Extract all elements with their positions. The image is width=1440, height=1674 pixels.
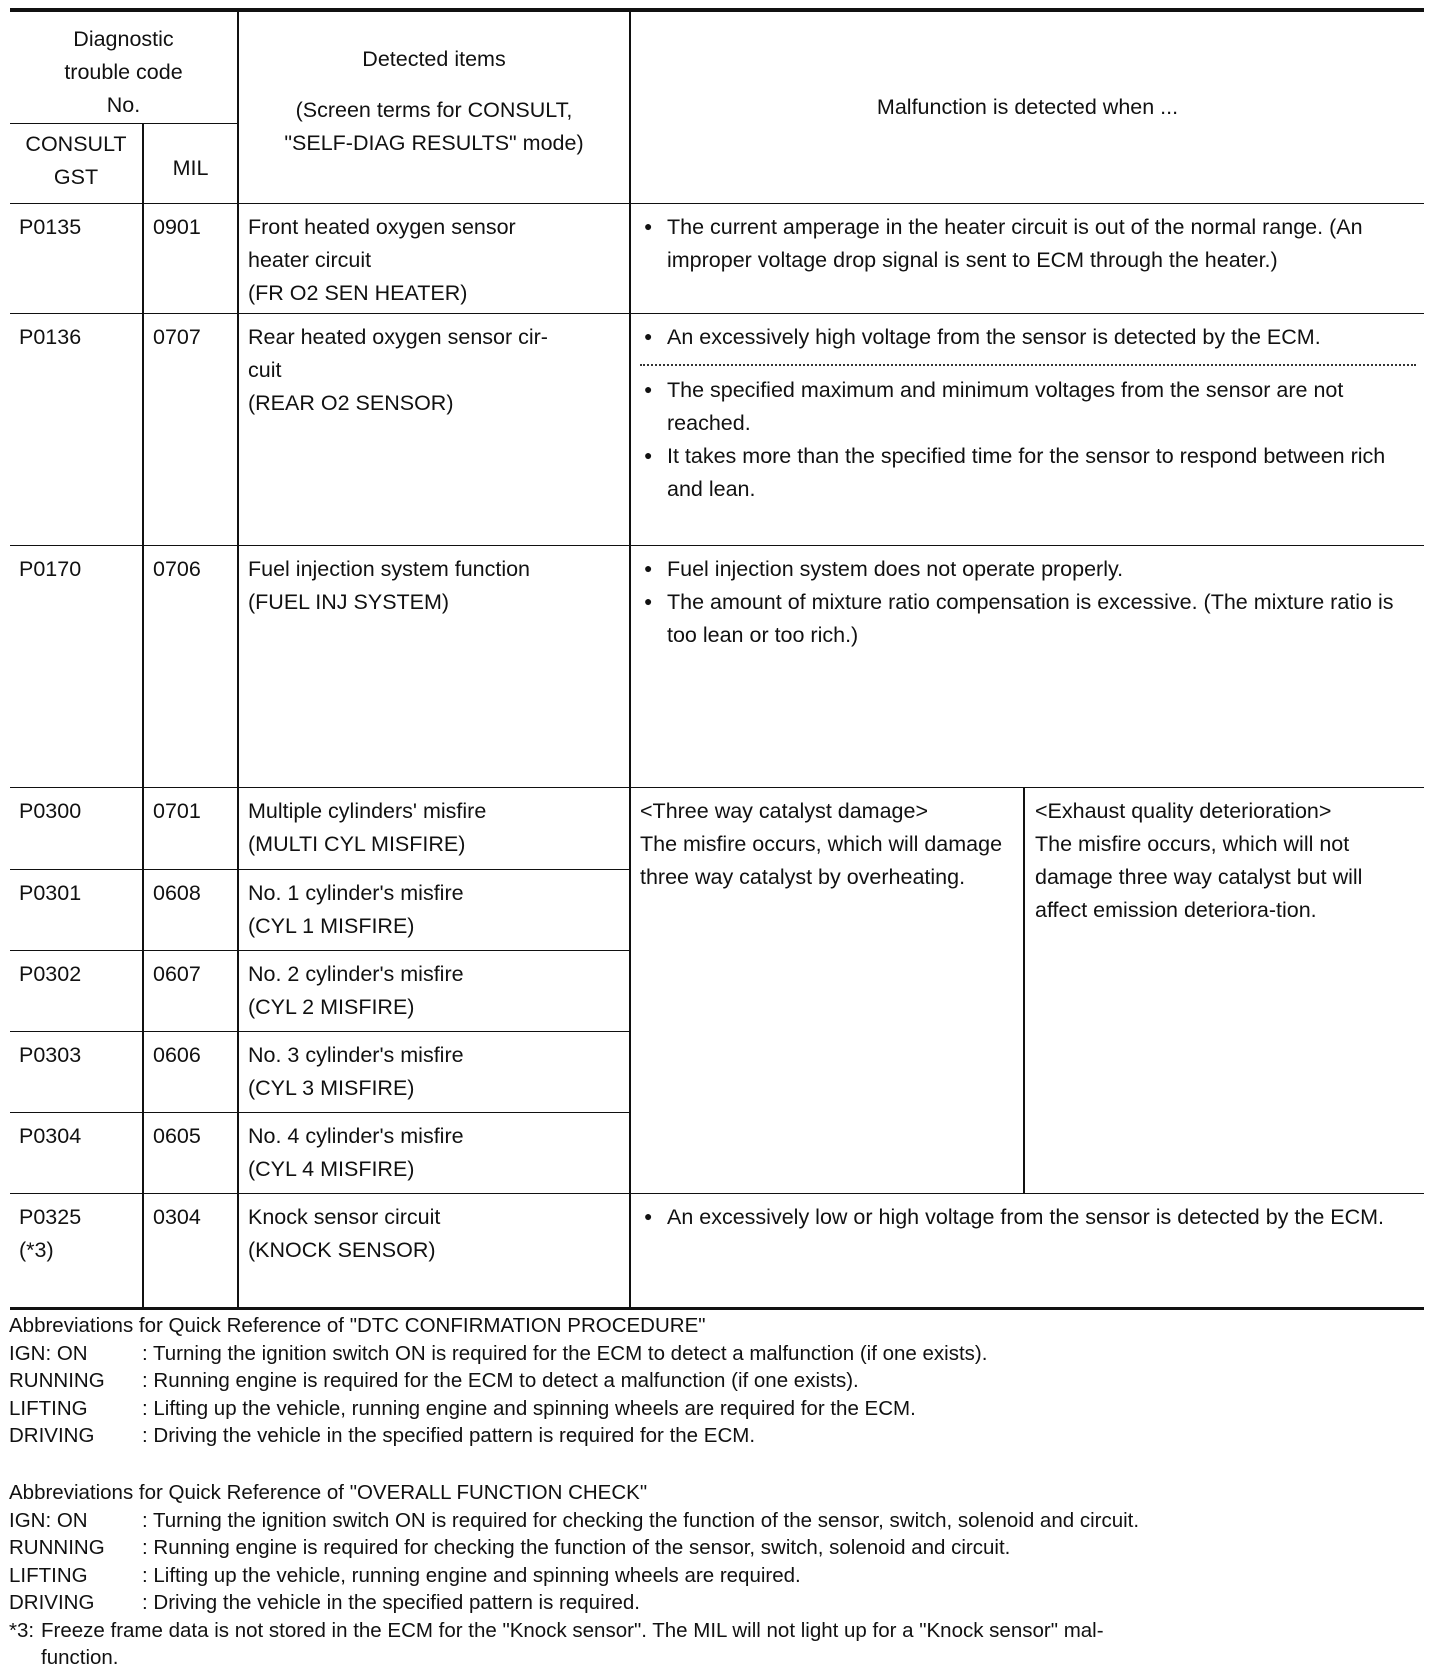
consult-code-value: P0325 (19, 1204, 82, 1229)
consult-code: P0135 (10, 203, 143, 313)
detected-item (238, 313, 630, 545)
consult-code: P0302 (10, 950, 143, 1031)
mil-code: 0608 (143, 869, 238, 950)
consult-code: P0303 (10, 1031, 143, 1112)
detected-item (238, 545, 630, 787)
detected-item (238, 203, 630, 313)
consult-code: P0300 (10, 787, 143, 869)
abbreviations-title: Abbreviations for Quick Reference of "OVERALL FUNCTION CHECK" (9, 1481, 648, 1504)
footnote-ref: (*3) (19, 1237, 54, 1262)
dtc-table (10, 8, 1424, 1310)
detected-item-line: No. 1 cylinder's misfire (248, 880, 464, 905)
exhaust-quality-text: The misfire occurs, which will not damage three way catalyst but will affect emission deteriora-tion. (1035, 831, 1363, 922)
mil-code: 0901 (143, 203, 238, 313)
malfunction-condition (630, 203, 1424, 313)
detected-item-line: Front heated oxygen sensor (248, 214, 516, 239)
catalyst-damage-text: The misfire occurs, which will damage three way catalyst by overheating. (640, 831, 1003, 889)
overall-check-abbreviations (9, 1479, 1429, 1672)
abbreviation-row (9, 1367, 1429, 1395)
mil-code: 0701 (143, 787, 238, 869)
abbreviation-key: DRIVING (9, 1424, 95, 1447)
detected-item-line: Fuel injection system function (248, 556, 531, 581)
detected-item-line: Knock sensor circuit (248, 1204, 441, 1229)
detected-item-line: No. 4 cylinder's misfire (248, 1123, 464, 1148)
dtc-abbreviations (9, 1312, 1429, 1450)
footnote-row (9, 1617, 1429, 1645)
detected-items-header (238, 10, 630, 203)
detected-item-line: No. 3 cylinder's misfire (248, 1042, 464, 1067)
footnote-marker: *3: (9, 1618, 35, 1642)
mil-code: 0607 (143, 950, 238, 1031)
detected-item-line: (FUEL INJ SYSTEM) (248, 589, 450, 614)
gst-label: GST (53, 164, 99, 189)
detected-item-line: (MULTI CYL MISFIRE) (248, 831, 466, 856)
detected-item-line: (CYL 4 MISFIRE) (248, 1156, 415, 1181)
condition-bullet: ● The amount of mixture ratio compensation is excessive. (The mixture ratio is too lean or too rich.) (640, 586, 1424, 652)
consult-code: P0304 (10, 1112, 143, 1193)
abbreviation-text: : Lifting up the vehicle, running engine and spinning wheels are required for the ECM. (142, 1396, 916, 1420)
footnote-text: function. (41, 1646, 119, 1669)
condition-bullet: ● The specified maximum and minimum voltages from the sensor are not reached. (640, 374, 1424, 440)
consult-code: P0136 (10, 313, 143, 545)
mil-code: 0304 (143, 1193, 238, 1308)
abbreviation-key: RUNNING (9, 1536, 105, 1559)
condition-bullet: ● An excessively low or high voltage from the sensor is detected by the ECM. (640, 1201, 1424, 1234)
detected-items-title: Detected items (362, 47, 506, 71)
consult-label: CONSULT (25, 131, 127, 156)
condition-bullet: ● An excessively high voltage from the sensor is detected by the ECM. (640, 321, 1424, 354)
malfunction-condition (630, 313, 1424, 545)
abbreviation-text: : Turning the ignition switch ON is required for checking the function of the sensor, switch, solenoid and circuit. (142, 1508, 1140, 1532)
detected-item (238, 1031, 630, 1112)
abbreviation-text: : Lifting up the vehicle, running engine and spinning wheels are required. (142, 1563, 801, 1587)
detected-item-line: cuit (248, 357, 282, 382)
detected-item (238, 950, 630, 1031)
mil-header: MIL (143, 123, 238, 203)
exhaust-quality-condition (1024, 787, 1424, 1193)
catalyst-damage-title: <Three way catalyst damage> (640, 798, 929, 823)
abbreviation-row (9, 1395, 1429, 1423)
abbreviation-row (9, 1507, 1429, 1535)
mil-code: 0707 (143, 313, 238, 545)
consult-code (10, 1193, 143, 1308)
malfunction-condition (630, 1193, 1424, 1308)
malfunction-condition (630, 545, 1424, 787)
abbreviation-key: IGN: ON (9, 1508, 88, 1532)
mil-code: 0606 (143, 1031, 238, 1112)
abbreviation-text: : Driving the vehicle in the specified pattern is required for the ECM. (142, 1424, 756, 1447)
detected-item (238, 787, 630, 869)
consult-gst-header (10, 123, 143, 203)
footnote-row (9, 1644, 1429, 1672)
detected-item-line: No. 2 cylinder's misfire (248, 961, 464, 986)
abbreviation-key: RUNNING (9, 1369, 105, 1392)
dotted-divider (640, 364, 1416, 366)
detected-item-line: Rear heated oxygen sensor cir- (248, 324, 548, 349)
dtc-group-line: No. (106, 93, 141, 117)
abbreviation-row (9, 1534, 1429, 1562)
detected-item-line: (CYL 2 MISFIRE) (248, 994, 415, 1019)
detected-item-line: (KNOCK SENSOR) (248, 1237, 436, 1262)
detected-item-line: (FR O2 SEN HEATER) (248, 280, 468, 305)
abbreviation-text: : Running engine is required for the ECM to detect a malfunction (if one exists). (142, 1369, 859, 1392)
mil-code: 0706 (143, 545, 238, 787)
abbreviation-text: : Turning the ignition switch ON is required for the ECM to detect a malfunction (if one exists). (142, 1341, 988, 1365)
detected-item-line: (CYL 1 MISFIRE) (248, 913, 415, 938)
abbreviation-key: IGN: ON (9, 1341, 88, 1365)
abbreviation-key: DRIVING (9, 1591, 95, 1614)
detected-item (238, 869, 630, 950)
abbreviation-text: : Driving the vehicle in the specified pattern is required. (142, 1591, 640, 1614)
condition-bullet: ● Fuel injection system does not operate properly. (640, 553, 1424, 586)
detected-item (238, 1112, 630, 1193)
dtc-group-line: trouble code (64, 60, 183, 84)
dtc-group-line: Diagnostic (73, 27, 174, 51)
footnote-text: Freeze frame data is not stored in the ECM for the "Knock sensor". The MIL will not light up for a "Knock sensor" mal- (41, 1618, 1104, 1642)
exhaust-quality-title: <Exhaust quality deterioration> (1035, 798, 1332, 823)
dtc-group-header (10, 10, 238, 123)
catalyst-damage-condition (630, 787, 1024, 1193)
condition-bullet: ● It takes more than the specified time for the sensor to respond between rich and lean. (640, 440, 1424, 506)
abbreviation-text: : Running engine is required for checking the function of the sensor, switch, solenoid and circuit. (142, 1536, 1011, 1559)
abbreviation-row (9, 1589, 1429, 1617)
mil-code: 0605 (143, 1112, 238, 1193)
detected-item-line: heater circuit (248, 247, 372, 272)
abbreviation-row (9, 1562, 1429, 1590)
abbreviation-key: LIFTING (9, 1396, 88, 1420)
detected-item-line: (REAR O2 SENSOR) (248, 390, 454, 415)
detected-item-line: Multiple cylinders' misfire (248, 798, 487, 823)
malfunction-header: Malfunction is detected when ... (630, 10, 1424, 203)
detected-items-sub: "SELF-DIAG RESULTS" mode) (284, 131, 584, 155)
abbreviation-row (9, 1422, 1429, 1450)
consult-code: P0301 (10, 869, 143, 950)
detected-item-line: (CYL 3 MISFIRE) (248, 1075, 415, 1100)
abbreviation-row (9, 1340, 1429, 1368)
condition-bullet: ● The current amperage in the heater circuit is out of the normal range. (An improper voltage drop signal is sent to ECM through the heater.) (640, 211, 1424, 277)
detected-item (238, 1193, 630, 1308)
detected-items-sub: (Screen terms for CONSULT, (295, 98, 573, 122)
consult-code: P0170 (10, 545, 143, 787)
abbreviations-title: Abbreviations for Quick Reference of "DTC CONFIRMATION PROCEDURE" (9, 1314, 706, 1337)
abbreviation-key: LIFTING (9, 1563, 88, 1587)
